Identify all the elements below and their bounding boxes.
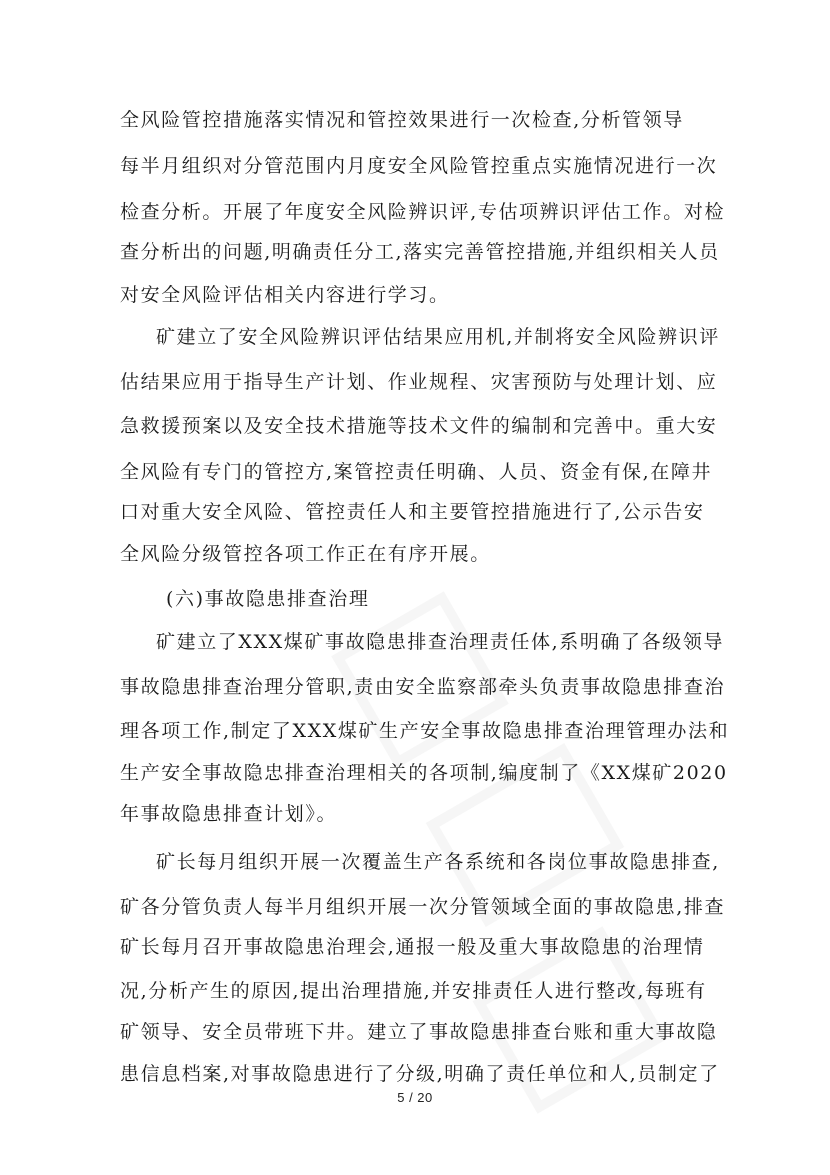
paragraph-line: 矿长每月组织开展一次覆盖生产各系统和各岗位事故隐患排查,	[156, 851, 720, 873]
paragraph-line: 矿长每月召开事故隐患治理会,通报一般及重大事故隐患的治理情	[120, 936, 705, 958]
paragraph-line: 急救援预案以及安全技术措施等技术文件的编制和完善中。重大安	[120, 415, 718, 437]
paragraph-line: 全风险管控措施落实情况和管控效果进行一次检查,分析管领导	[120, 109, 684, 131]
paragraph-line: 估结果应用于指导生产计划、作业规程、灾害预防与处理计划、应	[120, 371, 718, 393]
paragraph-line: 理各项工作,制定了XXX煤矿生产安全事故隐患排查治理管理办法和	[120, 720, 730, 742]
paragraph-line: 患信息档案,对事故隐患进行了分级,明确了责任单位和人,员制定了	[120, 1063, 720, 1085]
section-heading: (六)事故隐患排查治理	[166, 588, 370, 610]
paragraph-line: 生产安全事故隐忠排查治理相关的各项制,编度制了《XX煤矿2020	[120, 762, 728, 784]
paragraph-line: 况,分析产生的原因,提出治理措施,并安排责任人进行整改,每班有	[120, 980, 707, 1002]
paragraph-line: 每半月组织对分管范围内月度安全风险管控重点实施情况进行一次	[120, 155, 718, 177]
paragraph-line: 口对重大安全风险、管控责任人和主要管控措施进行了,公示告安	[120, 501, 705, 523]
paragraph-line: 查分析出的问题,明确责任分工,落实完善管控措施,并组织相关人员	[120, 241, 720, 263]
paragraph-line: 矿领导、安全员带班下井。建立了事故隐患排查台账和重大事故隐	[120, 1021, 718, 1043]
paragraph-line: 对安全风险评估相关内容进行学习。	[120, 284, 450, 306]
paragraph-line: 年事故隐患排查计划》。	[120, 803, 338, 825]
page-number: 5 / 20	[397, 1090, 433, 1105]
paragraph-line: 矿各分管负责人每半月组织开展一次分管领域全面的事故隐患,排查	[120, 896, 726, 918]
paragraph-line: 矿建立了安全风险辨识评估结果应用机,并制将安全风险辨识评	[156, 326, 720, 348]
paragraph-line: 矿建立了XXX煤矿事故隐患排查治理责任体,系明确了各级领导	[156, 631, 725, 653]
paragraph-line: 全风险有专门的管控方,案管控责任明确、人员、资金有保,在障井	[120, 461, 713, 483]
paragraph-line: 事故隐患排查治理分管职,责由安全监察部牵头负责事故隐患排查治	[120, 676, 726, 698]
paragraph-line: 全风险分级管控各项工作正在有序开展。	[120, 543, 491, 565]
paragraph-line: 检查分析。开展了年度安全风险辨识评,专估项辨识评估工作。对检	[120, 201, 726, 223]
